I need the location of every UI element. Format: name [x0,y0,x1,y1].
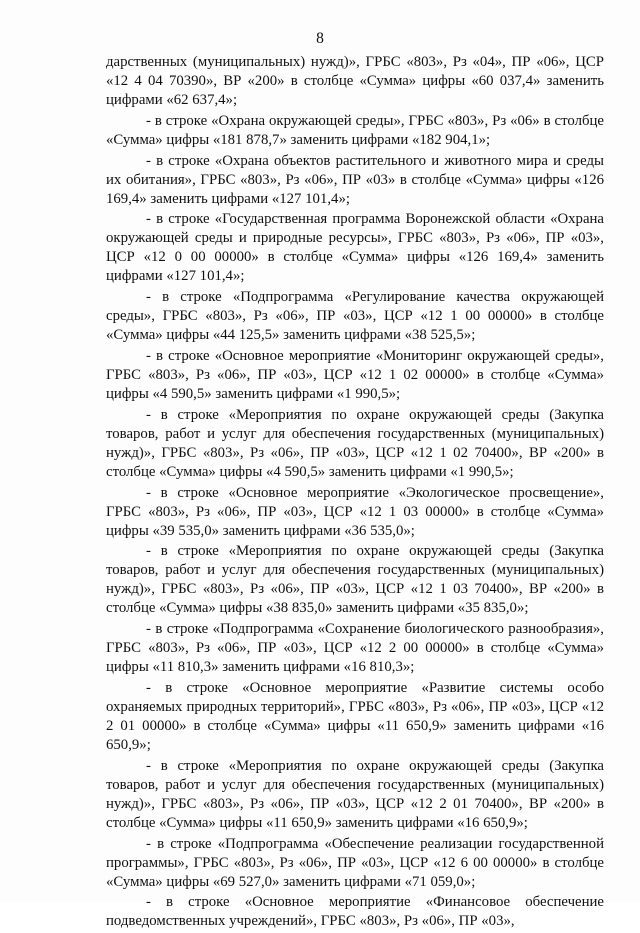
paragraph-item: - в строке «Основное мероприятие «Развитие системы особо охраняемых природных территорий», ГРБС «803», Рз «06», ПР «03», ЦСР «12 2 01 00000» в столбце «Сумма» цифры «11 650,9» заменить цифрами «16 650,9»; [106,679,604,753]
paragraph-item: - в строке «Подпрограмма «Сохранение биологического разнообразия», ГРБС «803», Рз «06», ПР «03», ЦСР «12 2 00 00000» в столбце «Сумма» цифры «11 810,3» заменить цифрами «16 810,3»; [106,621,604,676]
paragraph-item: - в строке «Государственная программа Воронежской области «Охрана окружающей среды и природные ресурсы», ГРБС «803», Рз «06», ПР «03», ЦСР «12 0 00 00000» в столбце «Сумма» цифры «126 169,4» заменить цифрами «127 101,4»; [106,211,604,285]
paragraph-item: - в строке «Основное мероприятие «Экологическое просвещение», ГРБС «803», Рз «06», ПР «03», ЦСР «12 1 03 00000» в столбце «Сумма» цифры «39 535,0» заменить цифрами «36 535,0»; [106,484,604,539]
document-body [106,53,604,933]
paragraph-item: - в строке «Мероприятия по охране окружающей среды (Закупка товаров, работ и услуг для обеспечения государственных (муниципальных) нужд)», ГРБС «803», Рз «06», ПР «03», ЦСР «12 1 03 70400», ВР «200» в столбце «Сумма» цифры «38 835,0» заменить цифрами «35 835,0»; [106,543,604,617]
paragraph-item: - в строке «Основное мероприятие «Финансовое обеспечение подведомственных учреждений», ГРБС «803», Рз «06», ПР «03», [106,894,604,930]
paragraph-item: - в строке «Мероприятия по охране окружающей среды (Закупка товаров, работ и услуг для обеспечения государственных (муниципальных) нужд)», ГРБС «803», Рз «06», ПР «03», ЦСР «12 1 02 70400», ВР «200» в столбце «Сумма» цифры «4 590,5» заменить цифрами «1 990,5»; [106,406,604,480]
paragraph-item: - в строке «Охрана объектов растительного и животного мира и среды их обитания», ГРБС «803», Рз «06», ПР «03» в столбце «Сумма» цифры «126 169,4» заменить цифрами «127 101,4»; [106,152,604,207]
paragraph-item: - в строке «Основное мероприятие «Мониторинг окружающей среды», ГРБС «803», Рз «06», ПР «03», ЦСР «12 1 02 00000» в столбце «Сумма» цифры «4 590,5» заменить цифрами «1 990,5»; [106,347,604,402]
paragraph-item: - в строке «Подпрограмма «Обеспечение реализации государственной программы», ГРБС «803», Рз «06», ПР «03», ЦСР «12 6 00 00000» в столбце «Сумма» цифры «69 527,0» заменить цифрами «71 059,0»; [106,835,604,890]
paragraph-item: - в строке «Мероприятия по охране окружающей среды (Закупка товаров, работ и услуг для обеспечения государственных (муниципальных) нужд)», ГРБС «803», Рз «06», ПР «03», ЦСР «12 2 01 70400», ВР «200» в столбце «Сумма» цифры «11 650,9» заменить цифрами «16 650,9»; [106,757,604,831]
paragraph-continuation: дарственных (муниципальных) нужд)», ГРБС «803», Рз «04», ПР «06», ЦСР «12 4 04 70390», ВР «200» в столбце «Сумма» цифры «60 037,4» заменить цифрами «62 637,4»; [106,54,604,108]
paragraph-item: - в строке «Охрана окружающей среды», ГРБС «803», Рз «06» в столбце «Сумма» цифры «181 878,7» заменить цифрами «182 904,1»; [106,112,604,148]
page-number: 8 [316,30,324,47]
paragraph-item: - в строке «Подпрограмма «Регулирование качества окружающей среды», ГРБС «803», Рз «06», ПР «03», ЦСР «12 1 00 00000» в столбце «Сумма» цифры «44 125,5» заменить цифрами «38 525,5»; [106,289,604,344]
